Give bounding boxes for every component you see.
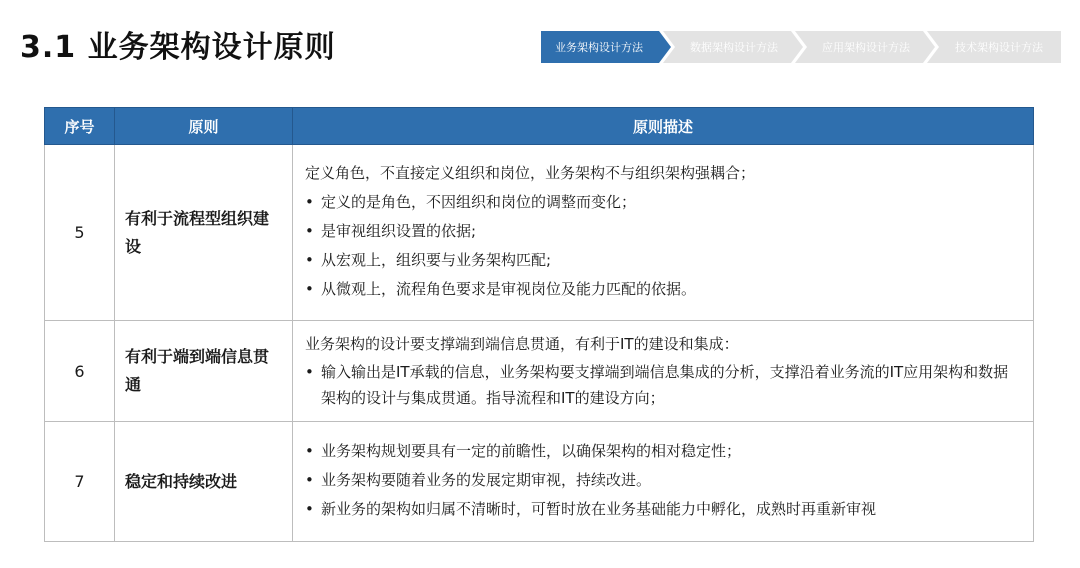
- table-row: [45, 145, 1034, 321]
- description-intro: 业务架构的设计要支撑端到端信息贯通，有利于IT的建设和集成：: [305, 334, 739, 353]
- table-row: [45, 321, 1034, 422]
- row-principle: 有利于流程型组织建设: [115, 145, 293, 321]
- row-number: 6: [45, 321, 115, 422]
- step-4-label: 技术架构设计方法: [955, 41, 1043, 54]
- header-number: 序号: [45, 108, 115, 145]
- page-title: 3.1 业务架构设计原则: [20, 30, 336, 65]
- step-1-label: 业务架构设计方法: [555, 41, 643, 54]
- row-principle: 稳定和持续改进: [115, 422, 293, 542]
- description-bullet: • 业务架构要随着业务的发展定期审视，持续改进。: [305, 466, 1023, 495]
- row-number: 5: [45, 145, 115, 321]
- row-principle: 有利于端到端信息贯通: [115, 321, 293, 422]
- row-description: [293, 321, 1034, 422]
- method-steps-nav: [541, 31, 1061, 63]
- description-bullet: • 定义的是角色，不因组织和岗位的调整而变化；: [305, 188, 1023, 217]
- step-2-label: 数据架构设计方法: [690, 41, 778, 54]
- description-intro: 定义角色，不直接定义组织和岗位，业务架构不与组织架构强耦合；: [305, 164, 756, 182]
- description-bullet: • 是审视组织设置的依据;: [305, 217, 1023, 246]
- table-header-row: [45, 108, 1034, 145]
- header-principle: 原则: [115, 108, 293, 145]
- row-description: [293, 422, 1034, 542]
- principles-table: [44, 107, 1034, 542]
- header-description: 原则描述: [293, 108, 1034, 145]
- row-description: [293, 145, 1034, 321]
- table-row: [45, 422, 1034, 542]
- description-bullet: • 从微观上，流程角色要求是审视岗位及能力匹配的依据。: [305, 275, 1023, 304]
- row-number: 7: [45, 422, 115, 542]
- description-bullet: • 从宏观上，组织要与业务架构匹配;: [305, 246, 1023, 275]
- step-3[interactable]: [795, 31, 935, 63]
- step-2[interactable]: [663, 31, 803, 63]
- step-3-label: 应用架构设计方法: [822, 41, 910, 54]
- step-1[interactable]: [541, 31, 671, 63]
- step-4[interactable]: [927, 31, 1061, 63]
- description-bullet: • 输入输出是IT承载的信息，业务架构要支撑端到端信息集成的分析，支撑沿着业务流的IT应用架构和数据架构的设计与集成贯通。指导流程和IT的建设方向；: [305, 359, 1023, 411]
- description-bullet: • 新业务的架构如归属不清晰时，可暂时放在业务基础能力中孵化，成熟时再重新审视: [305, 495, 1023, 524]
- description-bullet: • 业务架构规划要具有一定的前瞻性，以确保架构的相对稳定性；: [305, 437, 1023, 466]
